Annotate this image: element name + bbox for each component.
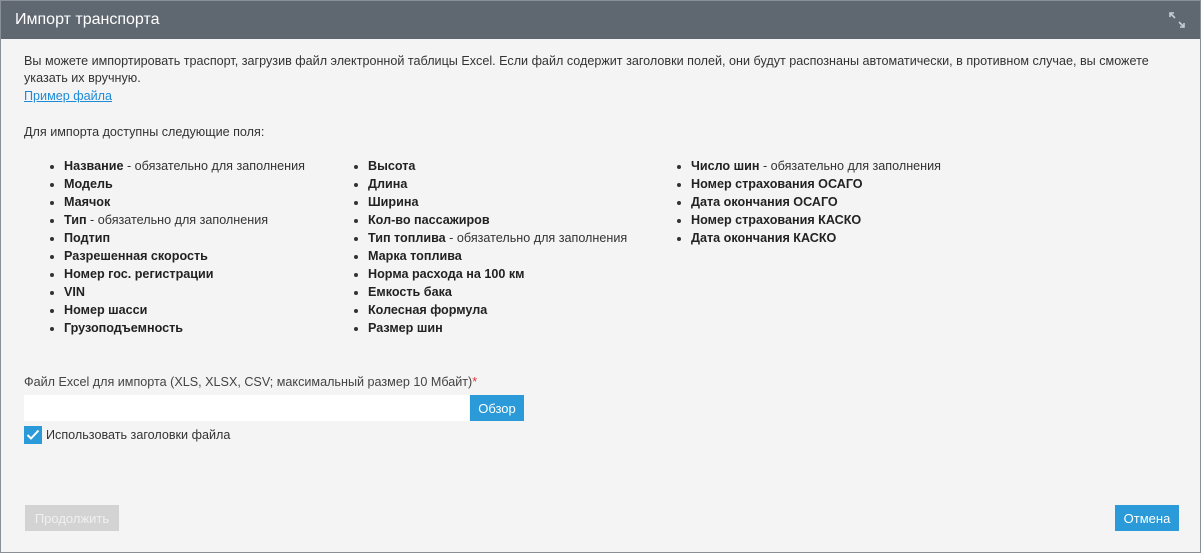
file-label-text: Файл Excel для импорта (XLS, XLSX, CSV; максимальный размер 10 Мбайт) [24,375,473,389]
sample-file-link[interactable]: Пример файла [24,89,113,103]
field-name: Модель [64,177,113,191]
field-name: Число шин [691,159,760,173]
field-name: Кол-во пассажиров [368,213,490,227]
field-name: Номер страхования КАСКО [691,213,862,227]
field-item [368,175,651,193]
field-name: Название [64,159,124,173]
field-name: Разрешенная скорость [64,249,208,263]
field-item [64,211,328,229]
cancel-button[interactable]: Отмена [1115,505,1179,531]
continue-button[interactable]: Продолжить [25,505,119,531]
file-label [24,374,1177,391]
dialog-titlebar [1,1,1200,39]
fields-column-1 [24,157,328,337]
field-name: Маячок [64,195,111,209]
file-row [24,395,1177,421]
fields-column-2 [328,157,651,337]
dialog-title: Импорт транспорта [15,11,160,28]
use-headers-checkbox[interactable] [24,426,42,444]
field-item [368,283,651,301]
fields-column-3 [651,157,991,337]
field-name: Тип [64,213,87,227]
field-name: Дата окончания КАСКО [691,231,837,245]
field-note: - обязательно для заполнения [123,159,305,173]
field-note: - обязательно для заполнения [445,231,628,245]
field-name: Ширина [368,195,419,209]
required-mark: * [472,375,478,389]
field-item [691,211,991,229]
field-note: - обязательно для заполнения [759,159,941,173]
field-name: Тип топлива [368,231,446,245]
field-item [368,247,651,265]
field-name: Номер шасси [64,303,148,317]
field-item [64,319,328,337]
field-item [64,157,328,175]
field-name: Емкость бака [368,285,452,299]
field-name: Номер страхования ОСАГО [691,177,863,191]
field-item [691,193,991,211]
field-item [64,229,328,247]
dialog-content [1,39,1200,444]
field-item [64,283,328,301]
fields-columns [24,157,1177,337]
field-item [368,193,651,211]
field-item [64,193,328,211]
field-name: Номер гос. регистрации [64,267,214,281]
file-path-input[interactable] [24,395,469,421]
browse-button[interactable]: Обзор [470,395,524,421]
field-item [368,265,651,283]
field-note: - обязательно для заполнения [86,213,269,227]
field-item [368,211,651,229]
field-item [64,247,328,265]
field-item [64,265,328,283]
expand-icon[interactable] [1168,11,1186,29]
field-name: Подтип [64,231,111,245]
field-item [64,175,328,193]
field-item [691,175,991,193]
fields-title: Для импорта доступны следующие поля: [24,125,265,139]
field-item [64,301,328,319]
field-name: Длина [368,177,408,191]
checkmark-icon [26,429,40,441]
field-item [368,301,651,319]
field-name: Высота [368,159,416,173]
field-name: Дата окончания ОСАГО [691,195,838,209]
field-name: Грузоподъемность [64,321,184,335]
field-name: Размер шин [368,321,443,335]
field-item [368,229,651,247]
field-name: VIN [64,285,85,299]
field-name: Колесная формула [368,303,488,317]
use-headers-label: Использовать заголовки файла [46,428,231,442]
field-item [368,319,651,337]
field-item [691,229,991,247]
field-name: Норма расхода на 100 км [368,267,525,281]
intro-text: Вы можете импортировать траспорт, загрузив файл электронной таблицы Excel. Если файл содержит заголовки полей, они будут распознаны автоматически, в противном случае, вы сможете указать их вручную. [24,54,1149,85]
use-headers-row [24,426,1177,444]
field-item [691,157,991,175]
field-name: Марка топлива [368,249,462,263]
field-item [368,157,651,175]
